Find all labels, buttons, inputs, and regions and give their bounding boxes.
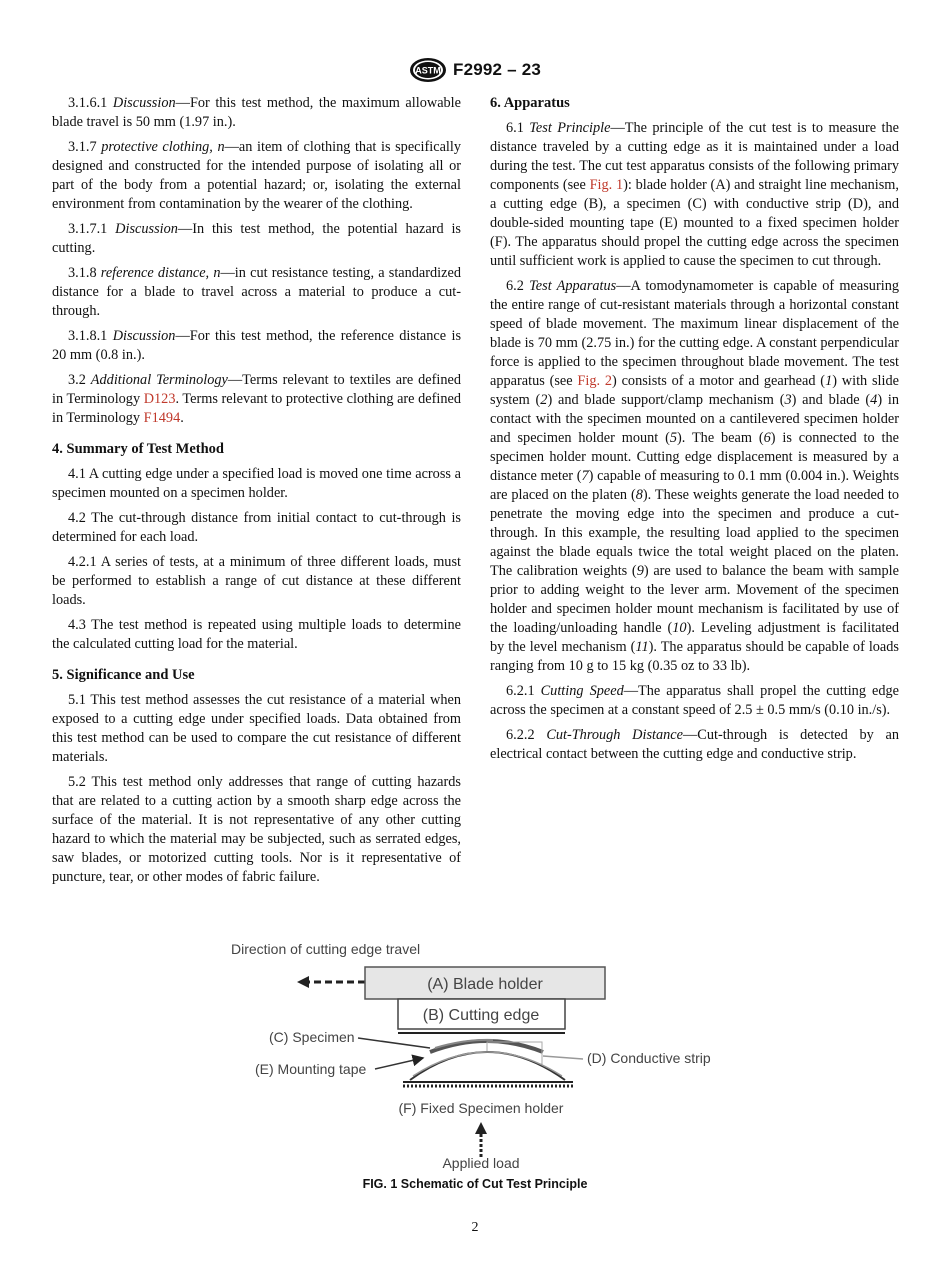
direction-label: Direction of cutting edge travel	[231, 941, 421, 957]
paragraph-3-1-8: 3.1.8 reference distance, n—in cut resistance testing, a standardized distance for a blade to travel across a material to produce a cut-through.	[52, 265, 461, 319]
blade-holder-label: (A) Blade holder	[427, 976, 543, 993]
mounting-tape-label: (E) Mounting tape	[255, 1061, 367, 1077]
paragraph-6-1: 6.1 Test Principle—The principle of the cut test is to measure the distance traveled by a cutting edge as it is maintained under a load during the test. The cut test apparatus consists of the following primary components (see Fig. 1): blade holder (A) and straight line mechanism, a cutting edge (B), a specimen (C) with conductive strip (D), and double-sided mounting tape (E) mounted to a fixed specimen holder (F). The apparatus should propel the cutting edge across the specimen until sufficient work is applied to cause the specimen to cut through.	[490, 120, 899, 269]
section-heading-5: 5. Significance and Use	[52, 667, 195, 683]
link-d123[interactable]: D123	[143, 391, 176, 407]
paragraph-3-1-7: 3.1.7 protective clothing, n—an item of clothing that is specifically designed and constructed for the intended purpose of isolating all or part of the body from a potential hazard; or, isolating the external environment from contamination by the wearer of the clothing.	[52, 139, 462, 212]
paragraph-3-1-8-1: 3.1.8.1 Discussion—For this test method, the reference distance is 20 mm (0.8 in.).	[52, 328, 462, 363]
paragraph-4-2: 4.2 The cut-through distance from initial contact to cut-through is determined for each load.	[52, 510, 461, 545]
astm-logo-icon	[409, 57, 447, 83]
link-fig-2[interactable]: Fig. 2	[577, 373, 613, 389]
paragraph-3-2: 3.2 Additional Terminology—Terms relevant to textiles are defined in Terminology D123. Terms relevant to protective clothing are defined in Terminology F1494.	[52, 372, 462, 426]
left-column	[52, 94, 461, 893]
cutting-edge-label: (B) Cutting edge	[422, 1007, 540, 1024]
conductive-strip-pointer	[543, 1056, 583, 1059]
applied-load-label: Applied load	[442, 1155, 520, 1171]
document-id: F2992 – 23	[452, 60, 541, 79]
section-heading-6: 6. Apparatus	[490, 95, 570, 111]
applied-load-arrowhead-icon	[475, 1122, 487, 1134]
specimen-pointer	[358, 1038, 430, 1048]
mounting-tape-pointer	[375, 1058, 423, 1069]
direction-arrowhead-icon	[297, 976, 309, 988]
paragraph-6-2-2: 6.2.2 Cut-Through Distance—Cut-through is detected by an electrical contact between the cutting edge and conductive strip.	[490, 727, 899, 762]
link-fig-1[interactable]: Fig. 1	[589, 177, 624, 193]
right-column	[490, 94, 899, 770]
paragraph-4-1: 4.1 A cutting edge under a specified load is moved one time across a specimen mounted on a specimen holder.	[52, 466, 461, 501]
logo-text: ASTM	[415, 65, 441, 76]
page-number: 2	[471, 1220, 479, 1235]
link-f1494[interactable]: F1494	[143, 410, 181, 426]
specimen-label: (C) Specimen	[269, 1029, 355, 1045]
paragraph-3-1-7-1: 3.1.7.1 Discussion—In this test method, the potential hazard is cutting.	[52, 221, 461, 256]
page-header	[0, 56, 950, 84]
paragraph-5-1: 5.1 This test method assesses the cut resistance of a material when exposed to a cutting edge under specified loads. Data obtained from this test method can be used to compare the cut resistance of different materials.	[52, 692, 461, 765]
figure-1-schematic	[225, 932, 725, 1182]
paragraph-6-2: 6.2 Test Apparatus—A tomodynamometer is capable of measuring the entire range of cut-resistant materials through a horizontal constant speed of blade movement. The maximum linear displacement of the blade is 70 mm (2.75 in.) for the cutting edge. A constant perpendicular force is applied to the specimen throughout blade movement. The test apparatus (see Fig. 2) consists of a motor and gearhead (1) with slide system (2) and blade support/clamp mechanism (3) and blade (4) in contact with the specimen mounted on a cantilevered specimen holder and specimen holder mount (5). The beam (6) is connected to the specimen holder mount. Cutting edge displacement is measured by a distance meter (7) capable of measuring to 0.1 mm (0.004 in.). Weights are placed on the platen (8). These weights generate the load needed to penetrate the moving edge into the specimen and produce a cut-through. In this example, the resulting load applied to the specimen against the blade equals twice the total weight placed on the platen. The calibration weights (9) are used to balance the beam with sample prior to adding weight to the lever arm. Movement of the specimen holder and specimen holder mount mechanism is facilitated by use of the loading/unloading handle (10). Leveling adjustment is facilitated by the level mechanism (11). The apparatus should be capable of loads ranging from 10 g to 15 kg (0.35 oz to 33 lb).	[490, 278, 900, 674]
section-heading-4: 4. Summary of Test Method	[52, 441, 224, 457]
fixed-holder-label: (F) Fixed Specimen holder	[398, 1100, 564, 1116]
paragraph-5-2: 5.2 This test method only addresses that range of cutting hazards that are related to a cutting action by a smooth sharp edge across the surface of the material. It is not representative of any other cutting hazard to which the material may be subjected, such as serrated edges, saw blades, or motorized cutting tools. Nor is it representative of puncture, tear, or other modes of fabric failure.	[52, 774, 461, 885]
paragraph-6-2-1: 6.2.1 Cutting Speed—The apparatus shall propel the cutting edge across the specimen at a constant speed of 2.5 ± 0.5 mm/s (0.10 in./s).	[490, 683, 900, 718]
paragraph-3-1-6-1: 3.1.6.1 Discussion—For this test method, the maximum allowable blade travel is 50 mm (1.97 in.).	[52, 95, 462, 130]
conductive-strip-label: (D) Conductive strip	[587, 1050, 711, 1066]
paragraph-4-3: 4.3 The test method is repeated using multiple loads to determine the calculated cutting load for the material.	[52, 617, 461, 652]
cut-test-diagram	[225, 932, 725, 1182]
paragraph-4-2-1: 4.2.1 A series of tests, at a minimum of three different loads, must be performed to establish a range of cut distance at these different loads.	[52, 554, 461, 608]
figure-caption: FIG. 1 Schematic of Cut Test Principle	[362, 1177, 588, 1191]
